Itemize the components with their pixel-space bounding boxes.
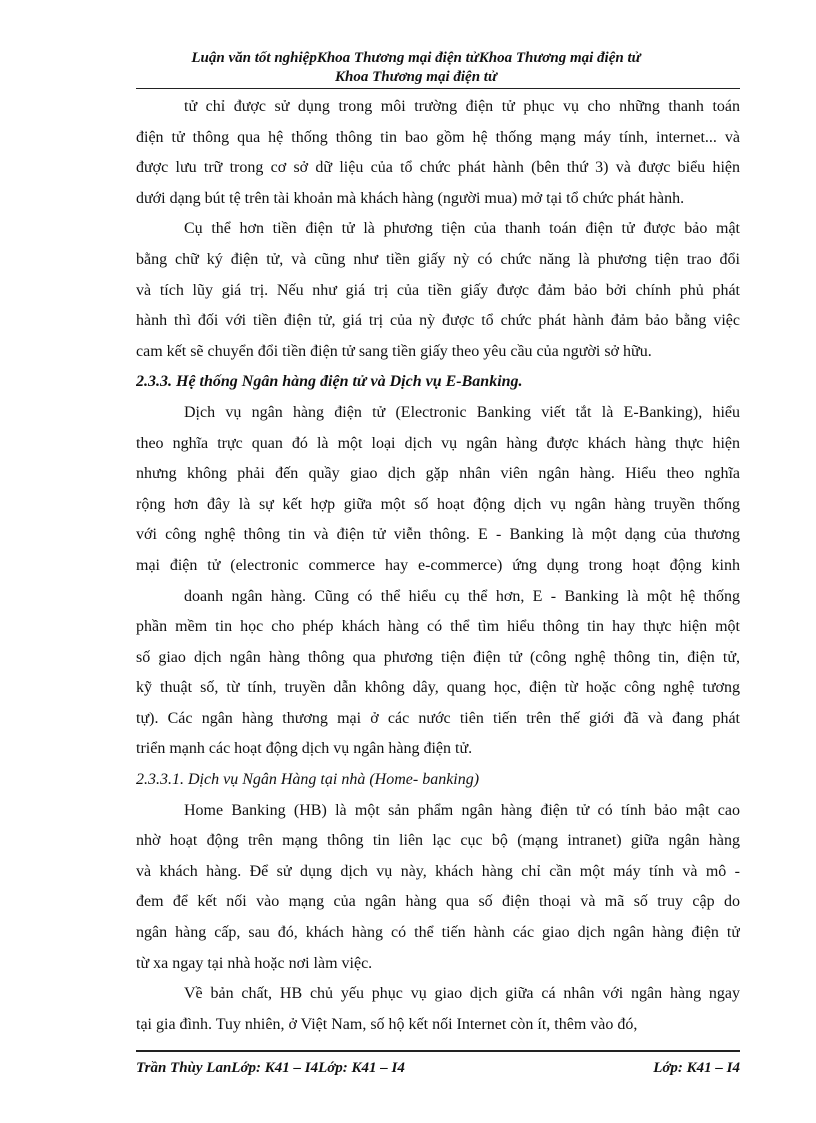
text-line: Dịch vụ ngân hàng điện tử (Electronic Banking viết tắt là E-Banking), hiểu [184, 403, 740, 421]
text-line: tự). Các ngân hàng thương mại ở các nước tiên tiến trên thế giới đã và đang phát [136, 709, 740, 727]
text-line: dưới dạng bút tệ trên tài khoản mà khách hàng (người mua) mở tại tổ chức phát hành. [136, 189, 685, 207]
text-line: phần mềm tin học cho phép khách hàng có thể tìm hiểu thông tin hay thực hiện một [136, 618, 740, 636]
text-line: kỹ thuật số, từ tính, truyền dẫn không dây, quang học, điện từ hoặc công nghệ tương [136, 679, 740, 697]
text-line: và khách hàng. Để sử dụng dịch vụ này, khách hàng chỉ cần một máy tính và mô - [136, 862, 740, 880]
text-line: bằng chữ ký điện tử, và cũng như tiền giấy nỳ có chức năng là phương tiện trao đổi [136, 250, 740, 268]
text-line: Home Banking (HB) là một sản phẩm ngân hàng điện tử có tính bảo mật cao [184, 801, 740, 819]
text-line: đem để kết nối vào mạng của ngân hàng qua số điện thoại và mã số truy cập do [136, 893, 740, 911]
header-divider [136, 88, 740, 89]
text-line: rộng hơn đây là sự kết hợp giữa một số hoạt động dịch vụ ngân hàng truyền thống [136, 495, 740, 513]
text-line: triển mạnh các hoạt động dịch vụ ngân hàng điện tử. [136, 740, 473, 758]
text-line: điện tử thông qua hệ thống thông tin bao gồm hệ thống mạng máy tính, internet... và [136, 128, 740, 146]
text-line: với công nghệ thông tin và điện tử viễn thông. E - Banking là một dạng của thương [136, 526, 740, 544]
text-line: từ xa ngay tại nhà hoặc nơi làm việc. [136, 954, 373, 972]
footer-right: Lớp: K41 – I4 [653, 1060, 740, 1076]
text-line: doanh ngân hàng. Cũng có thể hiểu cụ thể hơn, E - Banking là một hệ thống [184, 587, 740, 605]
footer-divider [136, 1050, 740, 1052]
text-line: tại gia đình. Tuy nhiên, ở Việt Nam, số hộ kết nối Internet còn ít, thêm vào đó, [136, 1015, 638, 1033]
section-heading: 2.3.3.1. Dịch vụ Ngân Hàng tại nhà (Home- banking) [136, 771, 480, 789]
section-heading: 2.3.3. Hệ thống Ngân hàng điện tử và Dịch vụ E-Banking. [136, 373, 523, 391]
header-line-2: Khoa Thương mại điện tử [335, 69, 497, 85]
text-line: hành thì đối với tiền điện tử, giá trị của nỳ được tổ chức phát hành đảm bảo bằng việc [136, 312, 740, 330]
text-line: và tích lũy giá trị. Nếu như giá trị của tiền giấy được đảm bảo bởi chính phủ phát [136, 281, 740, 299]
text-line: nhờ hoạt động trên mạng thông tin liên lạc cục bộ (mạng intranet) giữa ngân hàng [136, 832, 740, 850]
header-line-1: Luận văn tốt nghiệpKhoa Thương mại điện tửKhoa Thương mại điện tử [191, 50, 641, 66]
text-line: cam kết sẽ chuyển đổi tiền điện tử sang tiền giấy theo yêu cầu của người sở hữu. [136, 342, 652, 360]
text-line: được lưu trữ trong cơ sở dữ liệu của tổ chức phát hành (bên thứ 3) và được biểu hiện [136, 159, 740, 177]
body-text [136, 92, 740, 1040]
page-header [136, 49, 696, 87]
text-line: mại điện tử (electronic commerce hay e-commerce) ứng dụng trong hoạt động kinh [136, 556, 740, 574]
text-line: ngân hàng cấp, sau đó, khách hàng có thể tiến hành các giao dịch ngân hàng điện tử [136, 924, 740, 942]
text-line: nhưng không phải đến quầy giao dịch gặp nhân viên ngân hàng. Hiểu theo nghĩa [136, 465, 740, 483]
page-footer [136, 1058, 740, 1078]
text-line: theo nghĩa trực quan đó là một loại dịch vụ ngân hàng được khách hàng thực hiện [136, 434, 740, 452]
text-line: số giao dịch ngân hàng thông qua phương tiện điện tử (công nghệ thông tin, điện tử, [136, 648, 740, 666]
text-line: tử chỉ được sử dụng trong môi trường điện tử phục vụ cho những thanh toán [184, 98, 740, 115]
text-line: Cụ thể hơn tiền điện tử là phương tiện của thanh toán điện tử được bảo mật [184, 220, 740, 238]
footer-left: Trần Thùy LanLớp: K41 – I4Lớp: K41 – I4 [136, 1060, 405, 1076]
text-line: Về bản chất, HB chủ yếu phục vụ giao dịch giữa cá nhân với ngân hàng ngay [184, 985, 740, 1003]
